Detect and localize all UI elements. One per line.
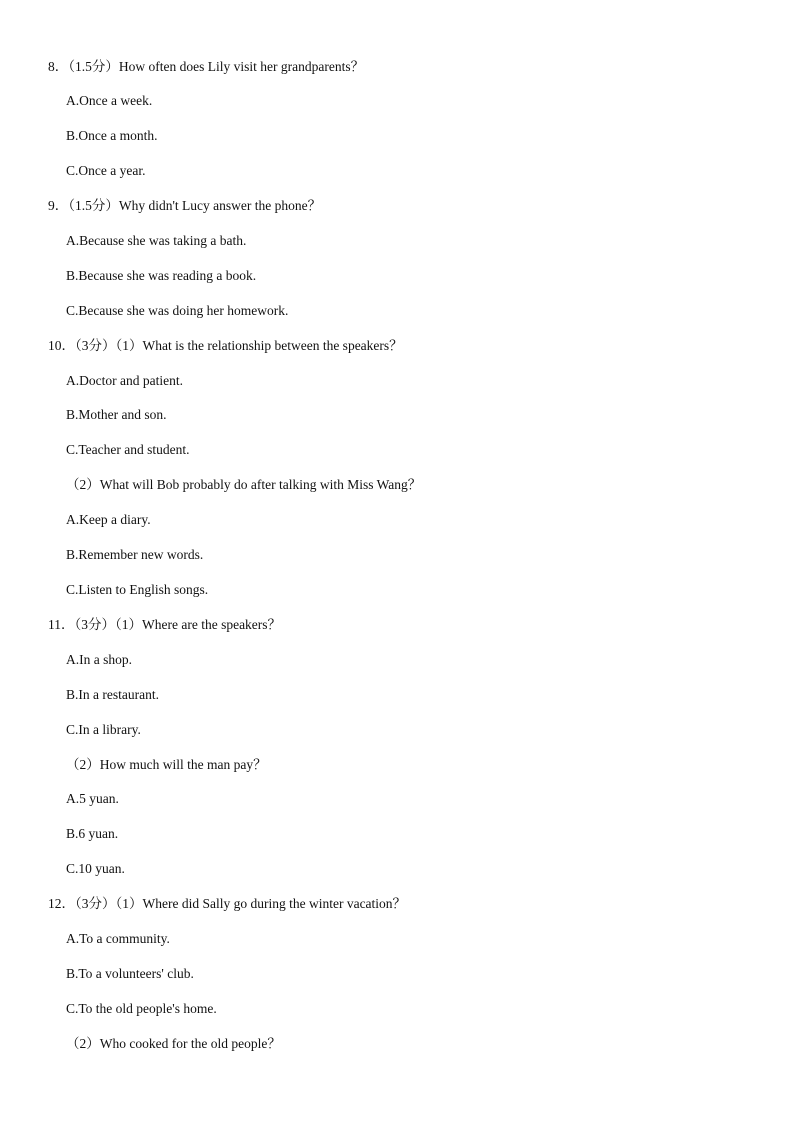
question-10-2-option-a: A.Keep a diary. — [66, 512, 151, 527]
question-10-1-option-c: C.Teacher and student. — [66, 442, 190, 457]
question-11-2-option-c: C.10 yuan. — [66, 861, 125, 876]
question-12-1-option-c: C.To the old people's home. — [66, 1001, 217, 1016]
question-12-2-stem: （2）Who cooked for the old people？ — [66, 1036, 281, 1051]
question-11-1-option-a: A.In a shop. — [66, 652, 132, 667]
question-8-option-a: A.Once a week. — [66, 93, 153, 108]
question-9-stem: 9．（1.5分）Why didn't Lucy answer the phone？ — [48, 198, 322, 213]
question-10-2-option-b: B.Remember new words. — [66, 547, 204, 562]
question-8-stem: 8．（1.5分）How often does Lily visit her grandparents？ — [48, 59, 365, 74]
question-10-1-option-b: B.Mother and son. — [66, 407, 167, 422]
question-11-1-option-c: C.In a library. — [66, 722, 141, 737]
question-11-2-option-b: B.6 yuan. — [66, 826, 119, 841]
question-9-option-c: C.Because she was doing her homework. — [66, 303, 289, 318]
question-12-1-option-b: B.To a volunteers' club. — [66, 966, 194, 981]
question-10-2-stem: （2）What will Bob probably do after talking with Miss Wang？ — [66, 477, 422, 492]
question-12-1-option-a: A.To a community. — [66, 931, 170, 946]
question-10-2-option-c: C.Listen to English songs. — [66, 582, 209, 597]
question-10-1-option-a: A.Doctor and patient. — [66, 373, 183, 388]
question-8-option-c: C.Once a year. — [66, 163, 146, 178]
question-11-2-option-a: A.5 yuan. — [66, 791, 119, 806]
question-11-2-stem: （2）How much will the man pay？ — [66, 757, 267, 772]
question-12-stem: 12．（3分）（1）Where did Sally go during the winter vacation？ — [48, 896, 407, 911]
question-9-option-a: A.Because she was taking a bath. — [66, 233, 247, 248]
question-9-option-b: B.Because she was reading a book. — [66, 268, 257, 283]
question-11-stem: 11．（3分）（1）Where are the speakers？ — [48, 617, 282, 632]
question-10-stem: 10．（3分）（1）What is the relationship between the speakers？ — [48, 338, 403, 353]
question-11-1-option-b: B.In a restaurant. — [66, 687, 159, 702]
question-8-option-b: B.Once a month. — [66, 128, 158, 143]
